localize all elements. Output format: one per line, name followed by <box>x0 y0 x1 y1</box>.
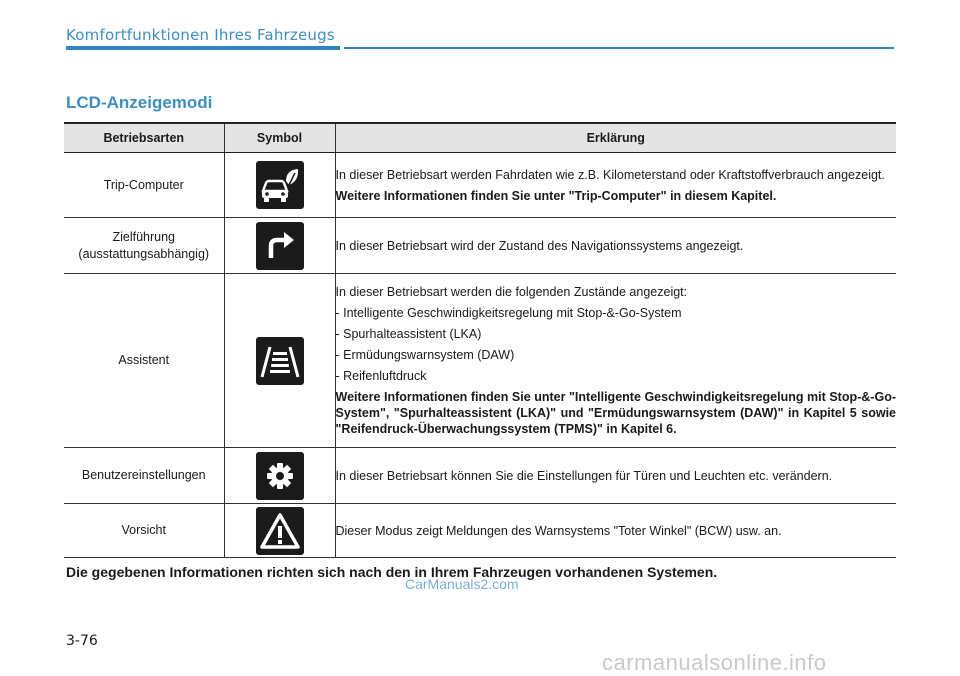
explanation-cell <box>335 218 896 274</box>
table-row-navigation <box>64 218 896 274</box>
column-header-symbol: Symbol <box>224 123 335 153</box>
column-header-explanation: Erklärung <box>335 123 896 153</box>
table-row-user-settings <box>64 448 896 504</box>
column-header-mode: Betriebsarten <box>64 123 224 153</box>
mode-name: Assistent <box>64 274 224 448</box>
explanation-cell <box>335 153 896 218</box>
header-title: Komfortfunktionen Ihres Fahrzeugs <box>66 26 335 44</box>
table-row-assistant <box>64 274 896 448</box>
explanation-list-item: - Ermüdungswarnsystem (DAW) <box>335 348 515 362</box>
explanation-text: In dieser Betriebsart wird der Zustand des Navigationssystems angezeigt. <box>335 238 744 253</box>
gear-icon <box>256 452 304 500</box>
warning-triangle-icon <box>256 507 304 555</box>
table-row-trip-computer <box>64 153 896 218</box>
mode-name: Trip-Computer <box>64 153 224 218</box>
explanation-list-item: - Spurhalteassistent (LKA) <box>335 327 482 341</box>
table-header-row <box>64 123 896 153</box>
explanation-cell <box>335 274 896 448</box>
explanation-reference: Weitere Informationen finden Sie unter "Intelligente Geschwindigkeitsregelung mit Stop-&-Go-System", "Spurhalteassistent (LKA)" und "Ermüdungswarnsystem (DAW)" in Kapitel 5 sowie "Reifendruck-Überwachungssystem (TPMS)" in Kapitel 6. <box>335 390 896 436</box>
page-number: 3-76 <box>66 633 98 649</box>
footnote: Die gegebenen Informationen richten sich nach den in Ihrem Fahrzeugen vorhandenen Systemen. <box>66 564 718 580</box>
mode-name: Vorsicht <box>64 504 224 558</box>
car-leaf-icon <box>256 161 304 209</box>
mode-name: Zielführung (ausstattungsabhängig) <box>64 218 224 274</box>
header-rule-thin <box>344 47 894 49</box>
explanation-list-item: - Intelligente Geschwindigkeitsregelung mit Stop-&-Go-System <box>335 306 682 320</box>
explanation-text: In dieser Betriebsart werden Fahrdaten wie z.B. Kilometerstand oder Kraftstoffverbrauch angezeigt. <box>335 167 885 182</box>
table-row-caution <box>64 504 896 558</box>
watermark-bottom: carmanualsonline.info <box>602 650 827 675</box>
explanation-text: In dieser Betriebsart können Sie die Einstellungen für Türen und Leuchten etc. verändern. <box>335 468 833 483</box>
explanation-cell <box>335 504 896 558</box>
turn-right-arrow-icon <box>256 222 304 270</box>
section-title: LCD-Anzeigemodi <box>66 93 213 112</box>
explanation-cell <box>335 448 896 504</box>
lane-assist-icon <box>256 337 304 385</box>
watermark-top: CarManuals2.com <box>405 576 519 592</box>
header-rule-thick <box>66 46 340 50</box>
explanation-text: Dieser Modus zeigt Meldungen des Warnsystems "Toter Winkel" (BCW) usw. an. <box>335 523 782 538</box>
explanation-list-item: - Reifenluftdruck <box>335 369 427 383</box>
mode-name: Benutzereinstellungen <box>64 448 224 504</box>
modes-table <box>64 122 896 558</box>
explanation-text: In dieser Betriebsart werden die folgenden Zustände angezeigt: <box>335 285 688 299</box>
explanation-reference: Weitere Informationen finden Sie unter "Trip-Computer" in diesem Kapitel. <box>335 188 777 203</box>
